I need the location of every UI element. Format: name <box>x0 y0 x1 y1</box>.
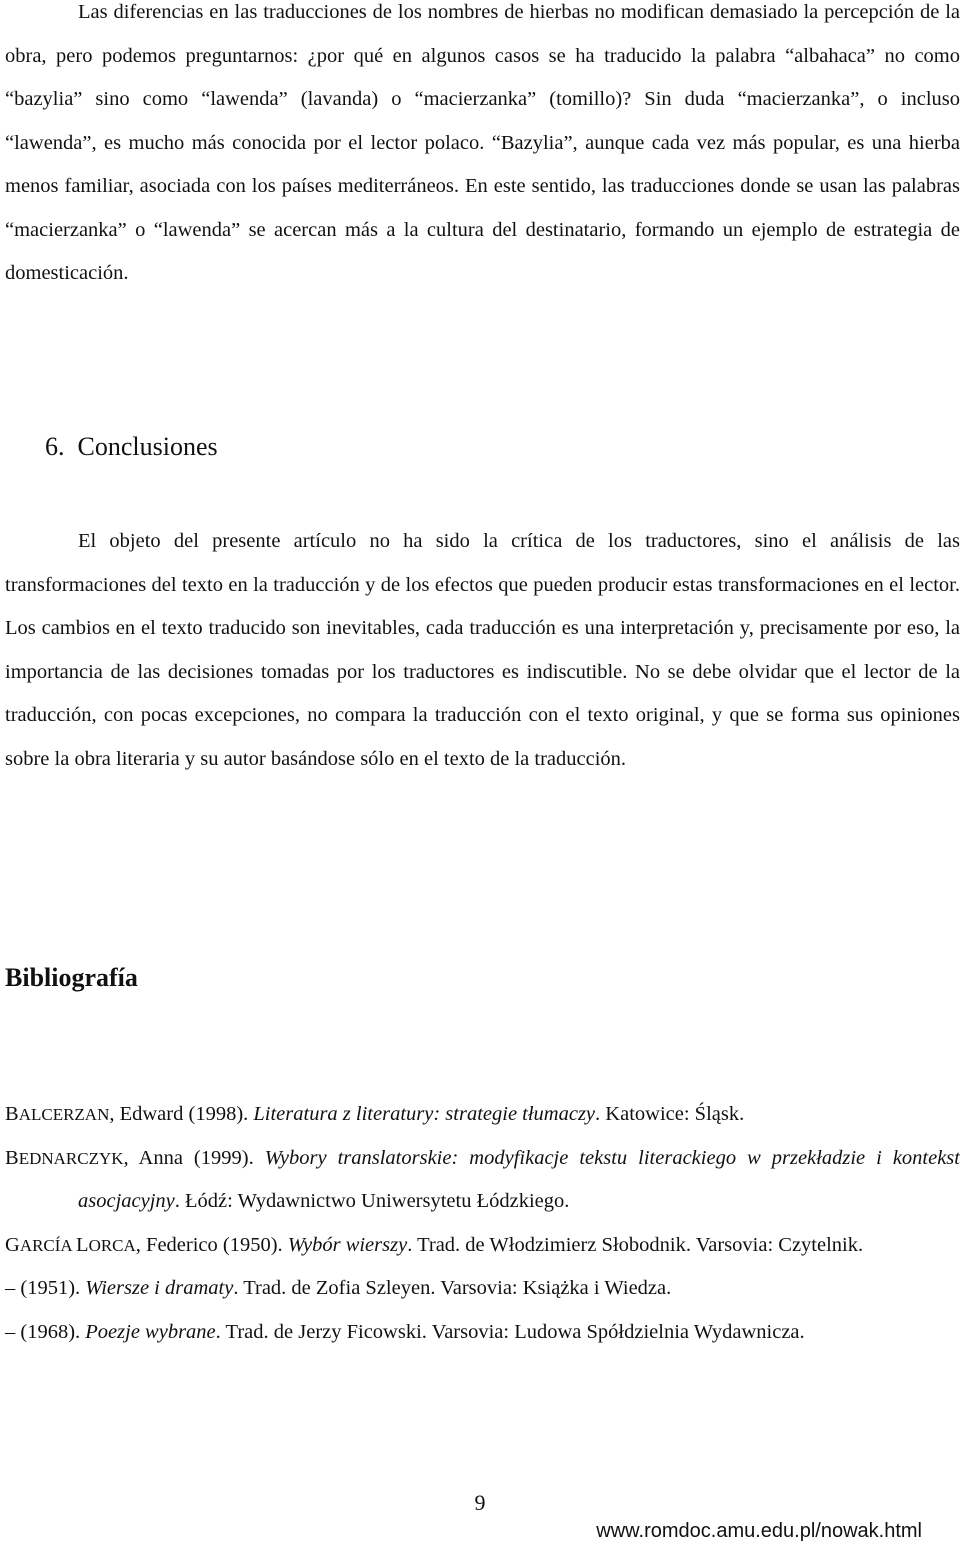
work-title: Wybór wierszy <box>287 1233 408 1256</box>
bibliography-heading: Bibliografía <box>5 963 138 992</box>
work-title: Wiersze i dramaty <box>85 1277 234 1299</box>
bibliography-entry: GARCÍA LORCA, Federico (1950). Wybór wierszy. Trad. de Włodzimierz Słobodnik. Varsovia: Czytelnik. <box>5 1233 864 1256</box>
bibliography-list <box>5 1093 960 1354</box>
bibliography-entry: BEDNARCZYK, Anna (1999). Wybory translatorskie: modyfikacje tekstu literackiego w przekładzie i kontekst asocjacyjny. Łódź: Wydawnictwo Uniwersytetu Łódzkiego. <box>5 1146 960 1212</box>
footer-url: www.romdoc.amu.edu.pl/nowak.html <box>596 1520 922 1542</box>
body-paragraph-1: Las diferencias en las traducciones de los nombres de hierbas no modifican demasiado la percepción de la obra, pero podemos preguntarnos: ¿por qué en algunos casos se ha traducido la palabra “albahaca” no como “bazylia” sino como “lawenda” (lavanda) o “macierzanka” (tomillo)? Sin duda “macierzanka”, o incluso “lawenda”, es mucho más conocida por el lector polaco. “Bazylia”, aunque cada vez más popular, es una hierba menos familiar, asociada con los países mediterráneos. En este sentido, las traducciones donde se usan las palabras “macierzanka” o “lawenda” se acercan más a la cultura del destinatario, formando un ejemplo de estrategia de domesticación. <box>5 1 960 284</box>
page-number: 9 <box>474 1490 486 1515</box>
dash-mark: – <box>5 1320 16 1343</box>
work-title: Wybory translatorskie: modyfikacje tekstu literackiego w przekładzie i kontekst asocjacyjny <box>78 1146 960 1212</box>
bibliography-entry: – (1968). Poezje wybrane. Trad. de Jerzy Ficowski. Varsovia: Ludowa Spółdzielnia Wydawnicza. <box>5 1320 805 1343</box>
bibliography-entry: BALCERZAN, Edward (1998). Literatura z literatury: strategie tłumaczy. Katowice: Śląsk. <box>5 1103 745 1125</box>
dash-mark: – <box>5 1277 16 1299</box>
work-title: Literatura z literatury: strategie tłumaczy <box>253 1103 596 1125</box>
body-paragraph-2: El objeto del presente artículo no ha sido la crítica de los traductores, sino el análisis de las transformaciones del texto en la traducción y de los efectos que pueden producir estas transformaciones en el lector. Los cambios en el texto traducido son inevitables, cada traducción es una interpretación y, precisamente por eso, la importancia de las decisiones tomadas por los traductores es indiscutible. No se debe olvidar que el lector de la traducción, con pocas excepciones, no compara la traducción con el texto original, y que se forma sus opiniones sobre la obra literaria y su autor basándose sólo en el texto de la traducción. <box>5 530 960 770</box>
bibliography-entry: – (1951). Wiersze i dramaty. Trad. de Zofia Szleyen. Varsovia: Książka i Wiedza. <box>5 1277 672 1299</box>
section-heading-conclusiones <box>45 432 218 462</box>
section-title: Conclusiones <box>77 432 218 461</box>
work-title: Poezje wybrane <box>85 1320 216 1343</box>
section-number: 6. <box>45 432 65 461</box>
